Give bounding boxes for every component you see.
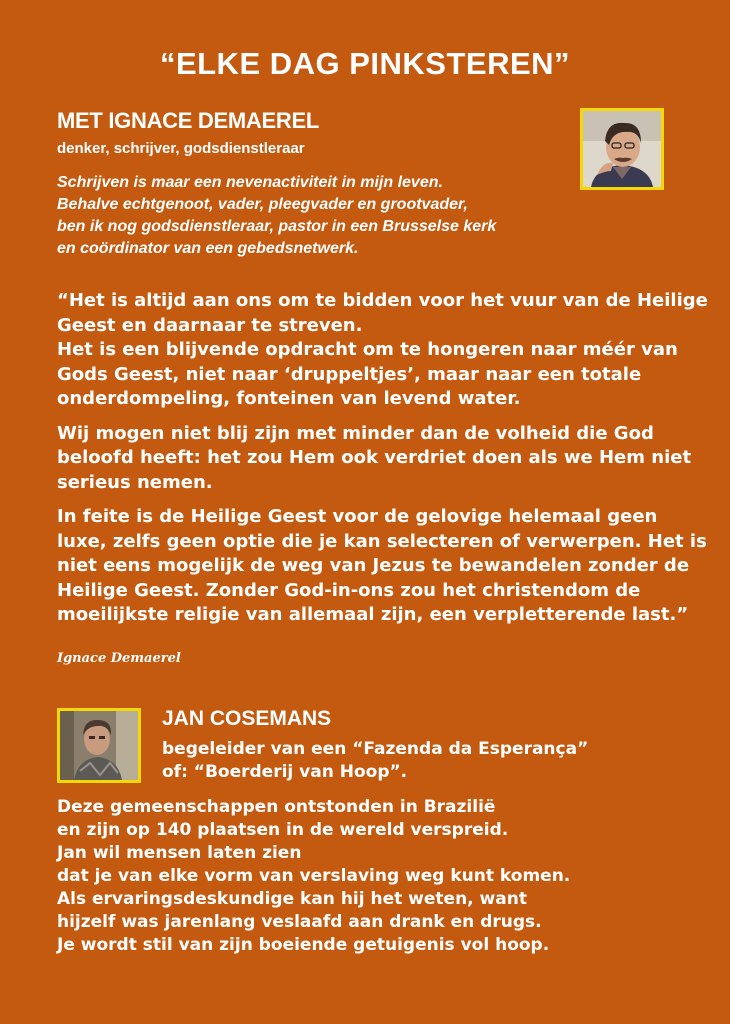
description-line: of: “Boerderij van Hoop”.: [162, 762, 408, 782]
body-line: Als ervaringsdeskundige kan hij het weten, want: [57, 889, 527, 909]
quote-line: serieus nemen.: [57, 471, 213, 493]
quote-paragraph: [57, 289, 708, 412]
portrait-image: [60, 711, 138, 780]
quote-paragraph: [57, 422, 697, 496]
body-line: en zijn op 140 plaatsen in de wereld verspreid.: [57, 820, 509, 840]
speaker-bio: [57, 172, 577, 260]
quote-line: “Het is altijd aan ons om te bidden voor het vuur van de Heilige: [57, 290, 708, 311]
quote-line: niet eens mogelijk de weg van Jezus te bewandelen zonder de: [57, 555, 690, 576]
speaker-name: MET IGNACE DEMAEREL: [57, 108, 319, 133]
quote-line: Heilige Geest. Zonder God-in-ons zou het christendom de: [57, 579, 641, 601]
speaker-body-text: [57, 796, 697, 957]
quote-paragraph: [57, 505, 707, 628]
speaker-name: JAN COSEMANS: [162, 707, 332, 730]
bio-line: Schrijven is maar een nevenactiviteit in mijn leven.: [57, 174, 443, 191]
quote-line: Wij mogen niet blij zijn met minder dan de volheid die God: [57, 422, 654, 444]
quote-signature: Ignace Demaerel: [57, 651, 181, 666]
quote-line: Gods Geest, niet naar ‘druppeltjes’, maar naar een totale: [57, 363, 642, 385]
speaker-role: denker, schrijver, godsdienstleraar: [57, 140, 305, 157]
bio-line: Behalve echtgenoot, vader, pleegvader en grootvader,: [57, 196, 468, 213]
quote-line: Het is een blijvende opdracht om te hongeren naar méér van: [57, 339, 678, 360]
body-line: hijzelf was jarenlang veslaafd aan drank en drugs.: [57, 912, 542, 932]
body-line: Jan wil mensen laten zien: [57, 843, 302, 863]
speaker-description: [162, 738, 588, 784]
quote-line: luxe, zelfs geen optie die je kan selecteren of verwerpen. Het is: [57, 530, 707, 552]
body-line: Je wordt stil van zijn boeiende getuigenis vol hoop.: [57, 935, 550, 955]
quote-line: In feite is de Heilige Geest voor de gelovige helemaal geen: [57, 506, 658, 527]
quote-line: Geest en daarnaar te streven.: [57, 314, 363, 336]
body-line: Deze gemeenschappen ontstonden in Brazilië: [57, 797, 496, 817]
bio-line: ben ik nog godsdienstleraar, pastor in een Brusselse kerk: [57, 218, 497, 235]
quote-block: [57, 289, 708, 638]
bio-line: en coördinator van een gebedsnetwerk.: [57, 240, 359, 257]
jan-cosemans-photo: [57, 708, 141, 783]
description-line: begeleider van een “Fazenda da Esperança”: [162, 739, 589, 759]
quote-line: onderdompeling, fonteinen van levend water.: [57, 388, 521, 409]
body-line: dat je van elke vorm van verslaving weg kunt komen.: [57, 866, 571, 886]
ignace-demaerel-photo: [580, 108, 664, 190]
quote-line: beloofd heeft: het zou Hem ook verdriet doen als we Hem niet: [57, 447, 692, 468]
quote-line: moeilijkste religie van allemaal zijn, een verpletterende last.”: [57, 604, 689, 625]
page-title: “ELKE DAG PINKSTEREN”: [159, 46, 571, 81]
portrait-image: [583, 111, 661, 187]
